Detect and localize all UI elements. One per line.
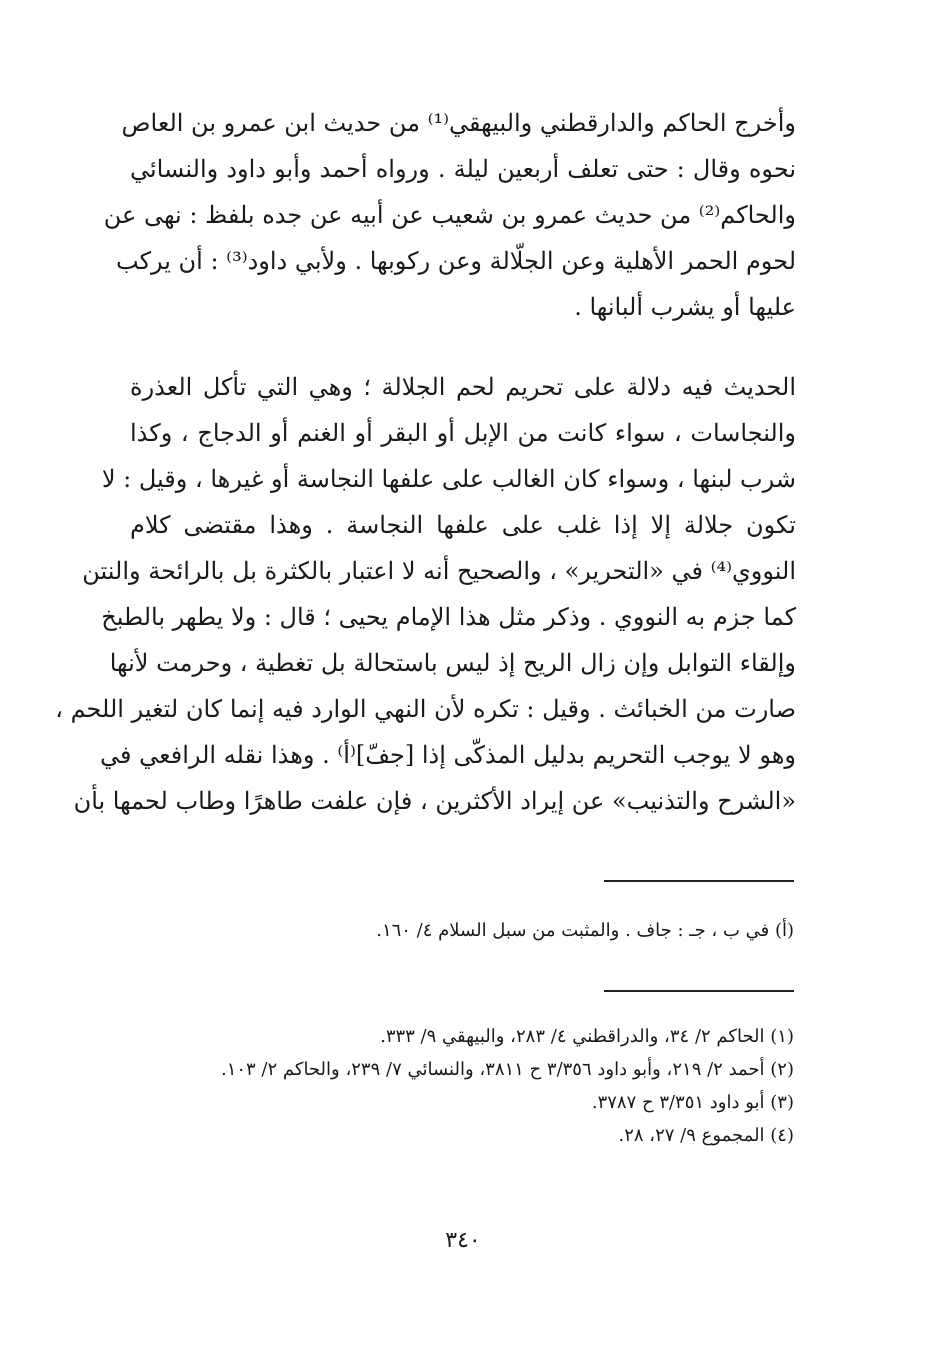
footnote-4: (٤) المجموع ٩/ ٢٧، ٢٨.	[618, 1125, 794, 1146]
footnote-1: (١) الحاكم ٢/ ٣٤، والدراقطني ٤/ ٢٨٣، والبيهقي ٩/ ٣٣٣.	[380, 1026, 794, 1047]
text-line: نحوه وقال : حتى تعلف أربعين ليلة . ورواه أحمد وأبو داود والنسائي	[130, 155, 796, 183]
text-line: والحاكم⁽²⁾ من حديث عمرو بن شعيب عن أبيه عن جده بلفظ : نهى عن	[103, 201, 796, 229]
text-line: «الشرح والتذنيب» عن إيراد الأكثرين ، فإن علفت طاهرًا وطاب لحمها بأن	[73, 787, 796, 815]
text-line: وأخرج الحاكم والدارقطني والبيهقي⁽¹⁾ من حديث ابن عمرو بن العاص	[121, 109, 796, 137]
text-line: والنجاسات ، سواء كانت من الإبل أو البقر أو الغنم أو الدجاج ، وكذا	[130, 419, 797, 447]
footnote-2: (٢) أحمد ٢/ ٢١٩، وأبو داود ٣/٣٥٦ ح ٣٨١١، والنسائي ٧/ ٢٣٩، والحاكم ٢/ ١٠٣.	[220, 1059, 794, 1080]
text-line: تكون جلالة إلا إذا غلب على علفها النجاسة . وهذا مقتضى كلام	[130, 511, 796, 539]
paragraph-hadith-sources	[103, 100, 796, 330]
footnotes	[134, 1020, 794, 1152]
text-line: كما جزم به النووي . وذكر مثل هذا الإمام يحيى ؛ قال : ولا يطهر بالطبخ	[101, 603, 796, 631]
text-line: صارت من الخبائث . وقيل : تكره لأن النهي الوارد فيه إنما كان لتغير اللحم ،	[55, 695, 796, 723]
variant-note	[134, 914, 794, 947]
text-line: عليها أو يشرب ألبانها .	[574, 293, 796, 321]
paragraph-commentary	[55, 364, 797, 824]
text-line: لحوم الحمر الأهلية وعن الجلّالة وعن ركوبها . ولأبي داود⁽³⁾ : أن يركب	[116, 247, 796, 275]
footnote-divider	[604, 990, 794, 992]
page-number: ٣٤٠	[445, 1228, 481, 1253]
text-line: شرب لبنها ، وسواء كان الغالب على علفها النجاسة أو غيرها ، وقيل : لا	[101, 465, 796, 493]
text-line: وهو لا يوجب التحريم بدليل المذكّى إذا [جفّ]⁽أ⁾ . وهذا نقله الرافعي في	[100, 741, 796, 769]
footnote-divider	[604, 880, 794, 882]
text-line: النووي⁽⁴⁾ في «التحرير» ، والصحيح أنه لا اعتبار بالكثرة بل بالرائحة والنتن	[82, 557, 796, 585]
variant-note-line: (أ) في ب ، جـ : جاف . والمثبت من سبل السلام ٤/ ١٦٠.	[376, 920, 794, 941]
footnote-3: (٣) أبو داود ٣/٣٥١ ح ٣٧٨٧.	[591, 1092, 794, 1113]
text-line: وإلقاء التوابل وإن زال الريح إذ ليس باستحالة بل تغطية ، وحرمت لأنها	[109, 649, 796, 677]
text-line: الحديث فيه دلالة على تحريم لحم الجلالة ؛ وهي التي تأكل العذرة	[130, 373, 796, 401]
